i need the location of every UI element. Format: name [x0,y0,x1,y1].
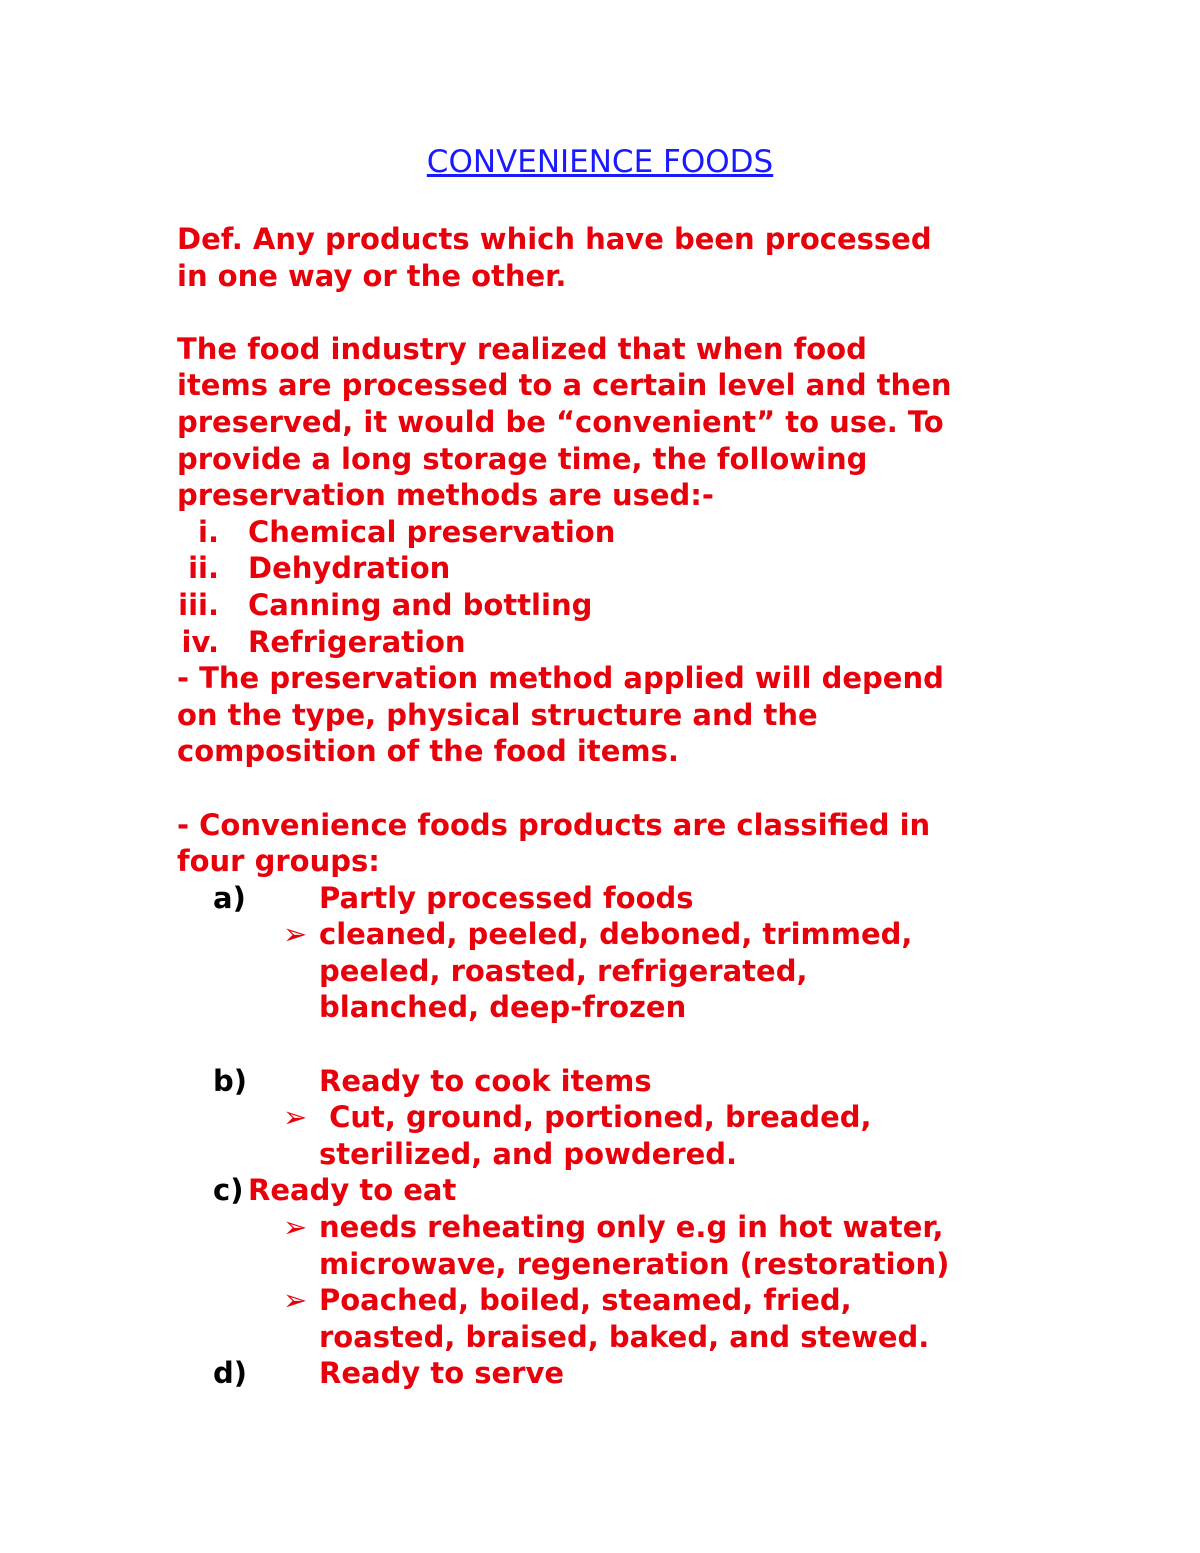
arrow-bullet-icon: ➢ [283,1210,308,1245]
bullet-line: roasted, braised, baked, and stewed. [319,1319,930,1354]
definition-line: Def. Any products which have been processed [177,222,932,256]
bullet-line: Poached, boiled, steamed, fried, [319,1283,852,1318]
method-item [177,550,1057,587]
group-a [177,880,1057,917]
group-title: Ready to serve [319,1356,565,1391]
intro-line: provide a long storage time, the following [177,441,868,476]
bullet-line: sterilized, and powdered. [319,1136,738,1171]
group-d [177,1355,1057,1392]
group-label: d) [213,1356,248,1391]
method-text: Refrigeration [248,624,466,659]
bullet-item [177,1099,1057,1172]
bullet-line: microwave, regeneration (restoration) [319,1246,950,1281]
bullet-item [177,1282,1057,1355]
method-note-line: - The preservation method applied will depend [177,661,944,696]
group-title: Ready to eat [248,1173,457,1208]
bullet-line: cleaned, peeled, deboned, trimmed, [319,917,913,952]
method-item [177,587,1057,624]
intro-line: preservation methods are used:- [177,478,714,513]
intro-line: preserved, it would be “convenient” to use. To [177,404,944,439]
bullet-line: Cut, ground, portioned, breaded, [319,1100,872,1135]
method-text: Dehydration [248,551,451,586]
method-number: i. [198,514,219,549]
arrow-bullet-icon: ➢ [283,1283,308,1318]
group-label: b) [213,1063,248,1098]
method-item [177,624,1057,661]
method-number: ii. [188,551,219,586]
bullet-line: peeled, roasted, refrigerated, [319,953,808,988]
bullet-line: blanched, deep-frozen [319,990,687,1025]
method-note-line: composition of the food items. [177,734,679,769]
method-text: Canning and bottling [248,587,593,622]
bullet-item [177,916,1057,1026]
bullet-line: needs reheating only e.g in hot water, [319,1210,944,1245]
method-text: Chemical preservation [248,514,616,549]
classification-line: - Convenience foods products are classified in [177,807,931,842]
method-number: iv. [181,624,219,659]
group-label: c) [213,1173,244,1208]
group-title: Ready to cook items [319,1063,652,1098]
intro-line: The food industry realized that when food [177,331,867,366]
method-note-line: on the type, physical structure and the [177,697,818,732]
intro-line: items are processed to a certain level and then [177,368,952,403]
group-b [177,1063,1057,1100]
classification-line: four groups: [177,844,380,879]
definition-line: in one way or the other. [177,258,567,293]
bullet-item [177,1209,1057,1282]
method-number: iii. [178,587,219,622]
document-body [177,221,1057,1392]
group-label: a) [213,880,246,915]
arrow-bullet-icon: ➢ [283,917,308,952]
group-c [177,1172,1057,1209]
method-item [177,514,1057,551]
group-title: Partly processed foods [319,880,694,915]
page-title: CONVENIENCE FOODS [426,144,774,180]
arrow-bullet-icon: ➢ [283,1100,308,1135]
